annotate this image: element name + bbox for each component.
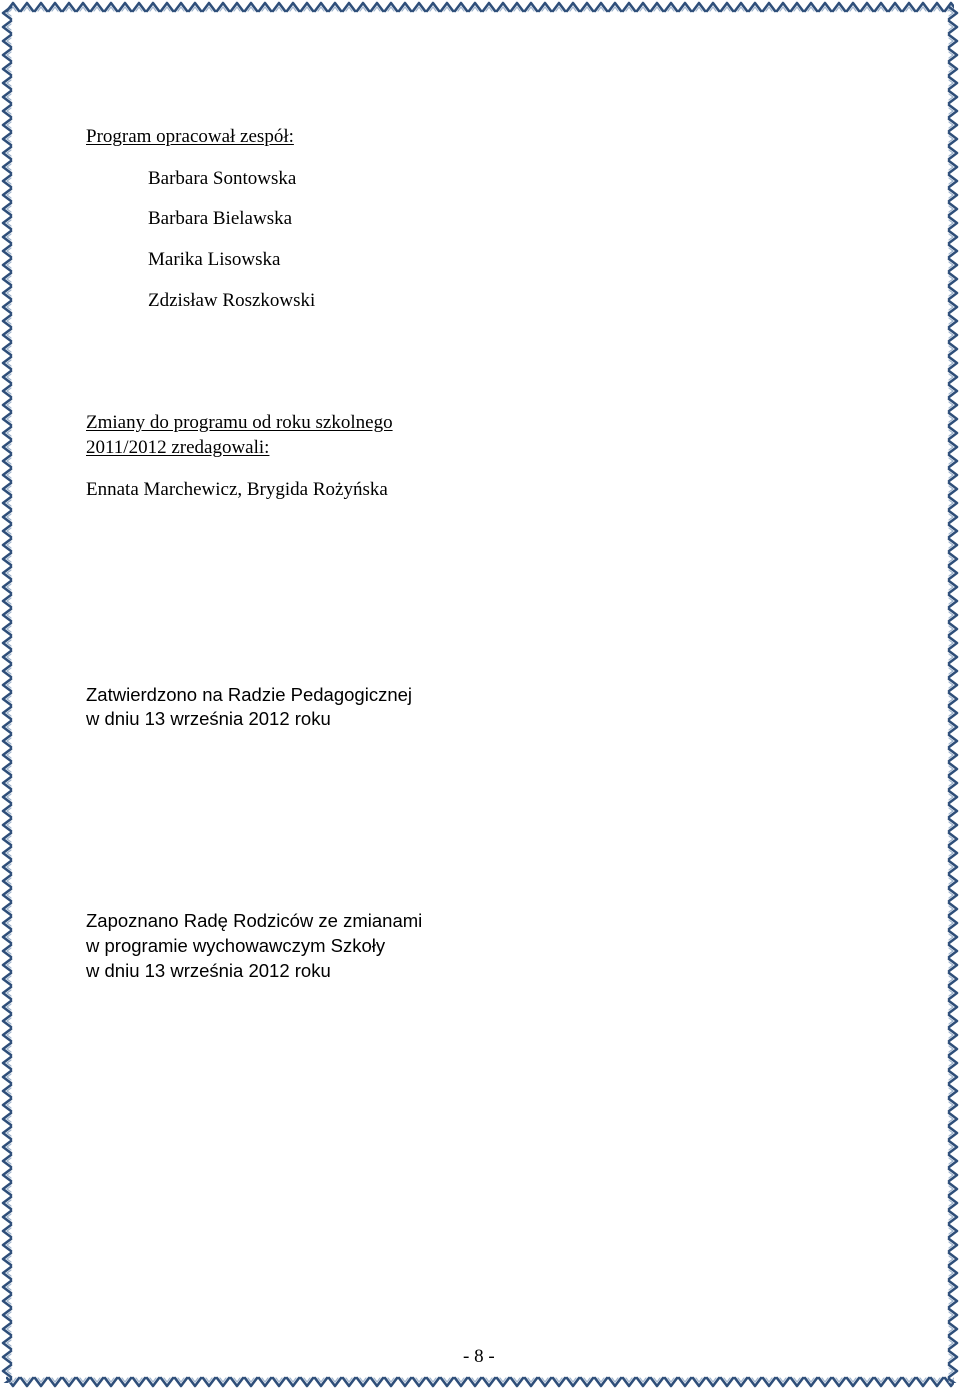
changes-heading-line2 (86, 437, 269, 459)
page-number: - 8 - (463, 1346, 495, 1367)
author-name: Marika Lisowska (148, 249, 281, 270)
parents-line3: w dniu 13 września 2012 roku (86, 960, 331, 981)
authors-heading (86, 126, 294, 148)
changes-heading-line1 (86, 412, 393, 434)
approval-line1: Zatwierdzono na Radzie Pedagogicznej (86, 684, 413, 705)
changes-heading-line2-text: 2011/2012 zredagowali: (86, 437, 270, 458)
changes-editors: Ennata Marchewicz, Brygida Rożyńska (86, 479, 388, 500)
approval-line2: w dniu 13 września 2012 roku (86, 708, 331, 729)
author-name: Zdzisław Roszkowski (148, 290, 316, 311)
authors-heading-text: Program opracował zespół: (86, 126, 294, 147)
author-name: Barbara Sontowska (148, 168, 297, 189)
changes-heading-line1-text: Zmiany do programu od roku szkolnego (86, 412, 393, 433)
author-name: Barbara Bielawska (148, 208, 293, 229)
parents-line1: Zapoznano Radę Rodziców ze zmianami (86, 910, 423, 931)
parents-line2: w programie wychowawczym Szkoły (86, 935, 386, 956)
